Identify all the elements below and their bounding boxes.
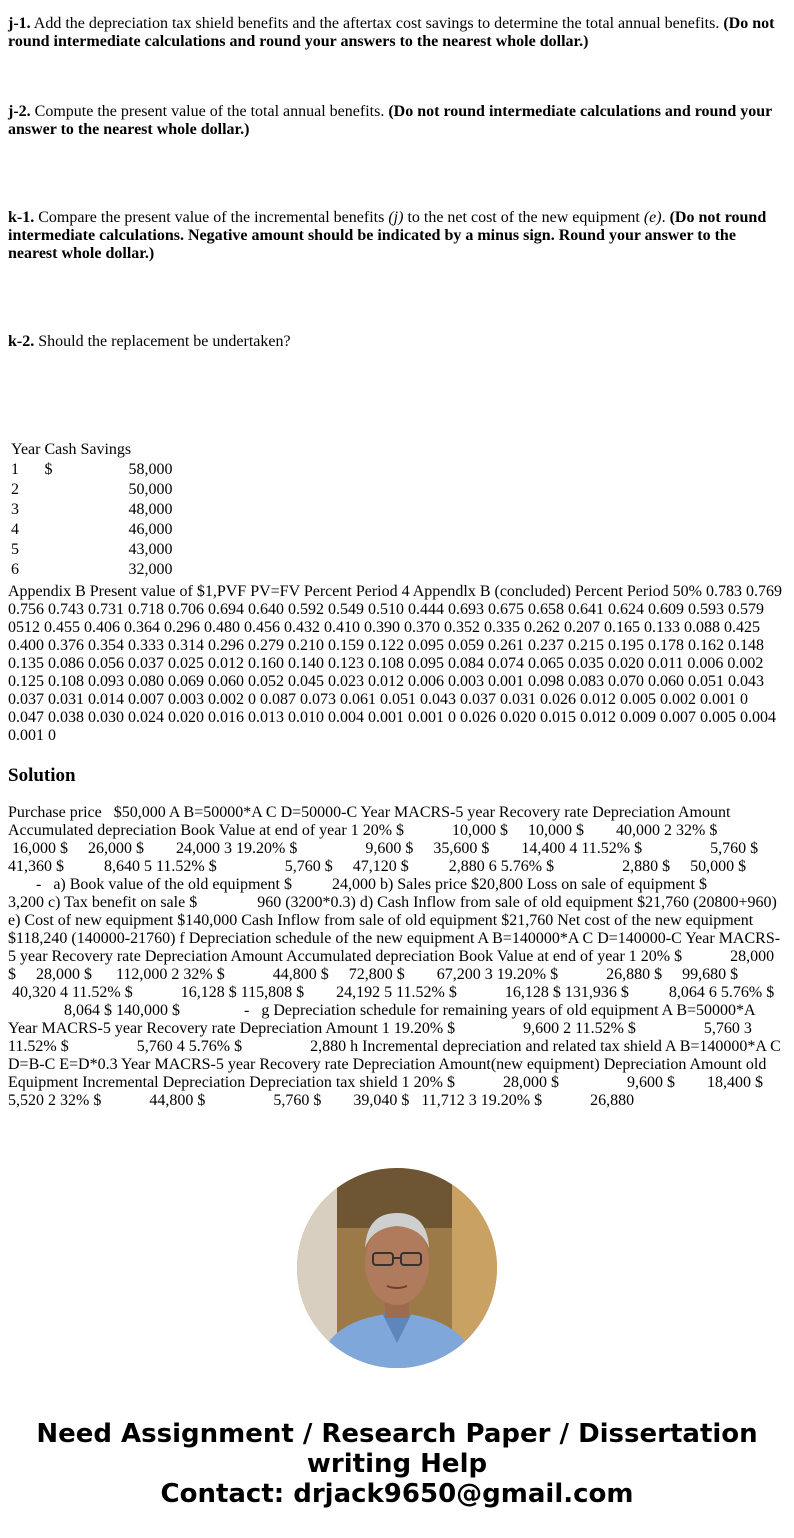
cell-year: 6 [11,561,19,578]
appendix-text: Appendix B Present value of $1,PVF PV=FV Percent Period 4 Appendlx B (concluded) Percent Period 50% 0.783 0.769 0.756 0.743 0.731 0.718 0.706 0.694 0.640 0.592 0.549 0.510 0.444 0.693 0.675 0.658 0.641 0.624 0.609 0.593 0.579 0512 0.455 0.406 0.364 0.296 0.480 0.456 0.432 0.410 0.390 0.370 0.352 0.335 0.262 0.207 0.165 0.133 0.088 0.425 0.400 0.376 0.354 0.333 0.314 0.296 0.279 0.210 0.159 0.122 0.095 0.059 0.261 0.237 0.215 0.195 0.178 0.162 0.148 0.135 0.086 0.056 0.037 0.025 0.012 0.160 0.140 0.123 0.108 0.095 0.084 0.074 0.065 0.035 0.020 0.011 0.006 0.002 0.125 0.108 0.093 0.080 0.069 0.060 0.052 0.045 0.023 0.012 0.006 0.003 0.001 0.098 0.083 0.070 0.060 0.051 0.043 0.037 0.031 0.014 0.007 0.003 0.002 0 0.087 0.073 0.061 0.051 0.043 0.037 0.031 0.026 0.012 0.005 0.002 0.001 0 0.047 0.038 0.030 0.024 0.020 0.016 0.013 0.010 0.004 0.001 0.001 0 0.026 0.020 0.015 0.012 0.009 0.007 0.005 0.004 0.001 0 [8,583,782,744]
header-cash-savings: Cash Savings [44,441,132,458]
table-row [10,521,173,539]
question-ref: (e) [643,209,662,226]
question-label: j-1. [8,15,31,32]
cell-year: 5 [11,541,19,558]
cell-amount: 50,000 [128,481,173,498]
question-ref: (j) [388,209,404,226]
question-note: (Do not round intermediate calculations. Negative amount should be indicated by a minus sign. Round your answer to the nearest whole dollar.) [8,209,767,262]
question-j1 [8,15,786,51]
cell-amount: 58,000 [128,461,173,478]
table-row [10,461,173,479]
cell-year: 1 [11,461,19,478]
question-text: Add the depreciation tax shield benefits and the aftertax cost savings to determine the total annual benefits. [30,15,724,32]
cell-year: 4 [11,521,19,538]
question-label: k-1. [8,209,35,226]
cell-year: 2 [11,481,19,498]
page-content [0,15,794,1110]
cell-amount: 46,000 [128,521,173,538]
cell-currency-symbol [43,521,125,539]
header-year: Year [11,441,41,458]
table-header-row [10,441,173,459]
footer-advert [0,1419,794,1509]
solution-text: Purchase price $50,000 A B=50000*A C D=50000-C Year MACRS-5 year Recovery rate Depreciation Amount Accumulated depreciation Book Value at end of year 1 20% $ 10,000 $ 10,000 $ 40,000 2 32% $ 16,000 $ 26,000 $ 24,000 3 19.20% $ 9,600 $ 35,600 $ 14,400 4 11.52% $ 5,760 $ 41,360 $ 8,640 5 11.52% $ 5,760 $ 47,120 $ 2,880 6 5.76% $ 2,880 $ 50,000 $ - a) Book value of the old equipment $ 24,000 b) Sales price $20,800 Loss on sale of equipment $ 3,200 c) Tax benefit on sale $ 960 (3200*0.3) d) Cash Inflow from sale of old equipment $21,760 (20800+960) e) Cost of new equipment $140,000 Cash Inflow from sale of old equipment $21,760 Net cost of the new equipment $118,240 (140000-21760) f Depreciation schedule of the new equipment A B=140000*A C D=140000-C Year MACRS-5 year Recovery rate Depreciation Amount Accumulated depreciation Book Value at end of year 1 20% $ 28,000 $ 28,000 $ 112,000 2 32% $ 44,800 $ 72,800 $ 67,200 3 19.20% $ 26,880 $ 99,680 $ 40,320 4 11.52% $ 16,128 $ 115,808 $ 24,192 5 11.52% $ 16,128 $ 131,936 $ 8,064 6 5.76% $ 8,064 $ 140,000 $ - g Depreciation schedule for remaining years of old equipment A B=50000*A Year MACRS-5 year Recovery rate Depreciation Amount 1 19.20% $ 9,600 2 11.52% $ 5,760 3 11.52% $ 5,760 4 5.76% $ 2,880 h Incremental depreciation and related tax shield A B=140000*A C D=B-C E=D*0.3 Year MACRS-5 year Recovery rate Depreciation Amount(new equipment) Depreciation Amount old Equipment Incremental Depreciation Depreciation tax shield 1 20% $ 28,000 $ 9,600 $ 18,400 $ 5,520 2 32% $ 44,800 $ 5,760 $ 39,040 $ 11,712 3 19.20% $ 26,880 [8,804,783,1109]
footer-contact: Contact: drjack9650@gmail.com [160,1479,634,1509]
cell-currency-symbol [43,481,125,499]
table-row [10,561,173,579]
solution-heading: Solution [8,765,76,786]
question-j2 [8,103,786,139]
cell-amount: 32,000 [128,561,173,578]
footer-line: Need Assignment / Research Paper / Dissertation [36,1419,758,1449]
table-row [10,501,173,519]
table-row [10,541,173,559]
cell-amount: 48,000 [128,501,173,518]
question-text: Compare the present value of the incremental benefits [34,209,389,226]
footer-line: writing Help [306,1449,488,1479]
cell-amount: 43,000 [128,541,173,558]
question-text: . [661,209,670,226]
question-k1 [8,209,786,263]
question-note: (Do not round intermediate calculations and round your answer to the nearest whole dollar.) [8,103,772,138]
question-text: to the net cost of the new equipment [403,209,644,226]
table-row [10,481,173,499]
question-note: (Do not round intermediate calculations and round your answers to the nearest whole dollar.) [8,15,775,50]
author-avatar [297,1168,497,1368]
cell-currency-symbol [43,561,125,579]
question-label: k-2. [8,333,35,350]
question-text: Compute the present value of the total annual benefits. [30,103,389,120]
cell-currency-symbol: $ [44,461,53,478]
cell-currency-symbol [43,501,125,519]
cell-year: 3 [11,501,19,518]
cash-savings-table [8,439,175,581]
avatar-icon [297,1168,497,1368]
question-text: Should the replacement be undertaken? [34,333,291,350]
question-label: j-2. [8,103,31,120]
question-k2 [8,333,786,351]
cell-currency-symbol [43,541,125,559]
